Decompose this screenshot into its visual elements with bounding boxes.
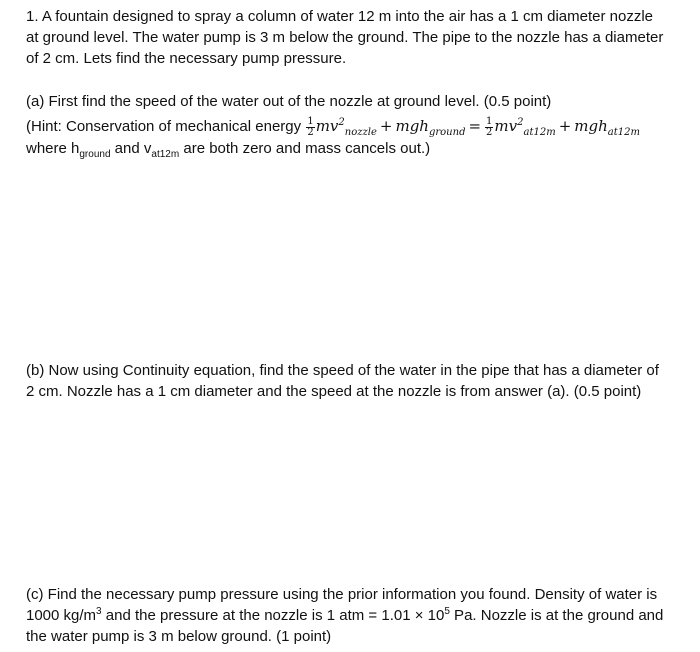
part-c [26, 584, 686, 647]
half-fraction-right: $\frac{1}{2}$ [486, 115, 493, 138]
problem-line-3: of 2 cm. Lets find the necessary pump pressure. [26, 50, 347, 67]
ke-nozzle-term: $mv^2_{nozzle}$ [315, 117, 377, 138]
part-b-line-1: (b) Now using Continuity equation, find the speed of the water in the pipe that has a diameter of [26, 362, 659, 379]
part-a [26, 91, 686, 159]
plus-sign-1: + [379, 117, 393, 135]
pe-at12m-term: mgh$_{at12m}$ [574, 117, 640, 138]
problem-line-2: at ground level. The water pump is 3 m below the ground. The pipe to the nozzle has a diameter [26, 29, 664, 46]
problem-statement [26, 6, 686, 69]
part-c-line-2: 1000 $kg/m^3$ and the pressure at the nozzle is 1 atm = $1.01 \times 10^5$ Pa. Nozzle is at the ground and [26, 606, 664, 624]
part-b [26, 360, 686, 402]
pe-ground-term: mgh$_{ground}$ [395, 117, 466, 138]
plus-sign-2: + [558, 117, 572, 135]
part-c-line-1: (c) Find the necessary pump pressure using the prior information you found. Density of water is [26, 586, 658, 603]
part-b-line-2: 2 cm. Nozzle has a 1 cm diameter and the speed at the nozzle is from answer (a). (0.5 point) [26, 383, 642, 400]
half-fraction-left: $\frac{1}{2}$ [307, 115, 314, 138]
part-a-hint [26, 116, 686, 138]
equals-sign: = [468, 117, 482, 135]
part-c-line-3: the water pump is 3 m below ground. (1 point) [26, 628, 332, 645]
part-a-hint-cont: where $h_{ground}$ and $v_{at12m}$ are both zero and mass cancels out.) [26, 139, 431, 160]
problem-line-1: 1. A fountain designed to spray a column of water 12 m into the air has a 1 cm diameter nozzle [26, 8, 654, 25]
part-a-question: (a) First find the speed of the water out of the nozzle at ground level. (0.5 point) [26, 93, 552, 110]
hint-prefix: (Hint: Conservation of mechanical energy [26, 118, 306, 135]
ke-at12m-term: $mv^2_{at12m}$ [494, 117, 556, 138]
